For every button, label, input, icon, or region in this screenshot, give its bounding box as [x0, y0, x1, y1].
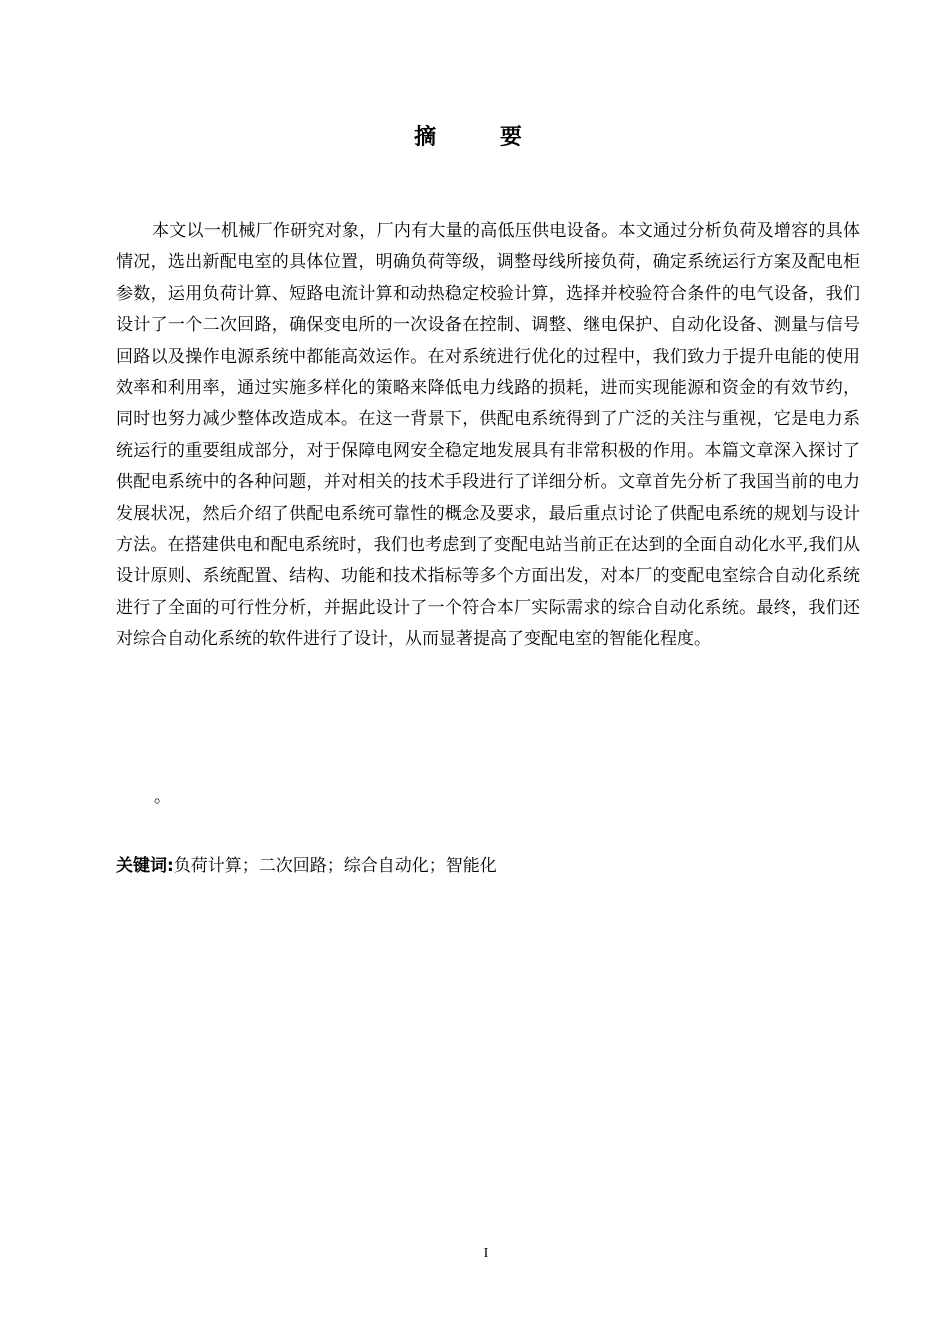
page-title: 摘 要 [414, 125, 550, 150]
stray-punctuation: 。 [154, 787, 171, 807]
abstract-paragraph: 本文以一机械厂作研究对象，厂内有大量的高低压供电设备。本文通过分析负荷及增容的具体情况，选出新配电室的具体位置，明确负荷等级，调整母线所接负荷，确定系统运行方案及配电柜参数，运用负荷计算、短路电流计算和动热稳定校验计算，选择并校验符合条件的电气设备，我们设计了一个二次回路，确保变电所的一次设备在控制、调整、继电保护、自动化设备、测量与信号回路以及操作电源系统中都能高效运作。在对系统进行优化的过程中，我们致力于提升电能的使用效率和利用率，通过实施多样化的策略来降低电力线路的损耗，进而实现能源和资金的有效节约，同时也努力减少整体改造成本。在这一背景下，供配电系统得到了广泛的关注与重视，它是电力系统运行的重要组成部分，对于保障电网安全稳定地发展具有非常积极的作用。本篇文章深入探讨了供配电系统中的各种问题，并对相关的技术手段进行了详细分析。文章首先分析了我国当前的电力发展状况，然后介绍了供配电系统可靠性的概念及要求，最后重点讨论了供配电系统的规划与设计方法。在搭建供电和配电系统时，我们也考虑到了变配电站当前正在达到的全面自动化水平,我们从设计原则、系统配置、结构、功能和技术指标等多个方面出发，对本厂的变配电室综合自动化系统进行了全面的可行性分析，并据此设计了一个符合本厂实际需求的综合自动化系统。最终，我们还对综合自动化系统的软件进行了设计，从而显著提高了变配电室的智能化程度。 [116, 221, 860, 650]
keywords-line [116, 851, 497, 881]
keywords-label: 关键词: [116, 856, 174, 876]
keywords-value: 负荷计算；二次回路；综合自动化；智能化 [173, 856, 497, 876]
page-number: I [483, 1246, 489, 1261]
